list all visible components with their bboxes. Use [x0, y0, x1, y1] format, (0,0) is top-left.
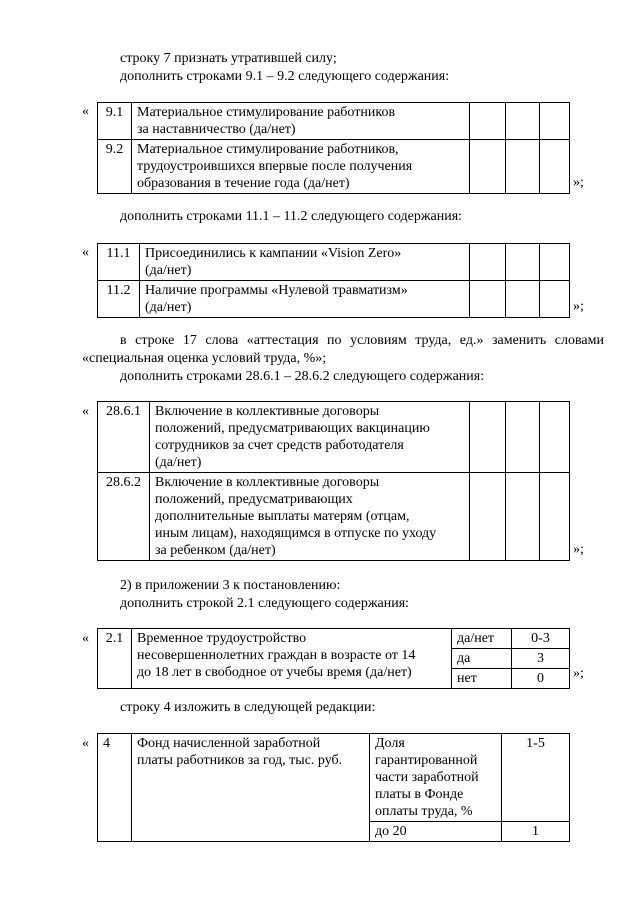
table-row: [98, 281, 570, 318]
row-text: Присоединились к кампании «Vision Zero» (да/нет): [140, 244, 470, 281]
table-rows-9: [97, 102, 570, 194]
score-cell: 1-5: [502, 734, 570, 822]
empty-cell: [506, 140, 540, 194]
table-rows-28: [97, 401, 570, 561]
empty-cell: [540, 402, 570, 473]
open-quote: «: [82, 104, 89, 119]
score-cell: 0: [512, 669, 570, 689]
paragraph-add-28: дополнить строками 28.6.1 – 28.6.2 следующего содержания:: [120, 369, 485, 384]
paragraph-line-4: строку 4 изложить в следующей редакции:: [120, 700, 376, 715]
open-quote: «: [82, 245, 89, 260]
empty-cell: [470, 402, 506, 473]
row-text: Материальное стимулирование работников за наставничество (да/нет): [132, 103, 470, 140]
criterion-cell: да: [452, 649, 512, 669]
criterion-cell: нет: [452, 669, 512, 689]
table-rows-11: [97, 243, 570, 318]
score-cell: 1: [502, 822, 570, 842]
table-row: [98, 734, 570, 822]
empty-cell: [506, 281, 540, 318]
row-number: 28.6.1: [98, 402, 150, 473]
criterion-cell: до 20: [370, 822, 502, 842]
empty-cell: [470, 103, 506, 140]
paragraph-line-17: в строке 17 слова «аттестация по условиям труда, ед.» заменить словами: [120, 333, 604, 348]
empty-cell: [506, 103, 540, 140]
criterion-cell: Доля гарантированной части заработной платы в Фонде оплаты труда, %: [370, 734, 502, 822]
paragraph-line-17-cont: «специальная оценка условий труда, %»;: [82, 351, 327, 366]
score-cell: 3: [512, 649, 570, 669]
empty-cell: [540, 244, 570, 281]
close-quote: »;: [573, 542, 584, 557]
paragraph-line-7: строку 7 признать утратившей силу;: [120, 51, 337, 66]
row-text: Фонд начисленной заработной платы работников за год, тыс. руб.: [132, 734, 370, 842]
table-row: [98, 103, 570, 140]
open-quote: «: [82, 736, 89, 751]
empty-cell: [540, 103, 570, 140]
score-cell: 0-3: [512, 629, 570, 649]
paragraph-add-2-1: дополнить строкой 2.1 следующего содержания:: [120, 596, 410, 611]
empty-cell: [470, 140, 506, 194]
empty-cell: [506, 244, 540, 281]
empty-cell: [540, 140, 570, 194]
table-row: [98, 473, 570, 561]
row-number: 9.1: [98, 103, 132, 140]
close-quote: »;: [573, 175, 584, 190]
table-row-4: [97, 733, 570, 842]
table-row: [98, 244, 570, 281]
row-number: 11.1: [98, 244, 140, 281]
table-row-2-1: [97, 628, 570, 689]
empty-cell: [540, 473, 570, 561]
row-number: 9.2: [98, 140, 132, 194]
row-text: Включение в коллективные договоры положений, предусматривающих дополнительные выплаты матерям (отцам, иным лицам), находящимся в отпуске по уходу за ребенком (да/нет): [150, 473, 470, 561]
open-quote: «: [82, 404, 89, 419]
table-row: [98, 402, 570, 473]
paragraph-add-9: дополнить строками 9.1 – 9.2 следующего содержания:: [120, 69, 450, 84]
paragraph-add-11: дополнить строками 11.1 – 11.2 следующего содержания:: [120, 209, 463, 224]
row-text: Материальное стимулирование работников, трудоустроившихся впервые после получения образования в течение года (да/нет): [132, 140, 470, 194]
paragraph-appendix-3: 2) в приложении 3 к постановлению:: [120, 578, 341, 593]
open-quote: «: [82, 631, 89, 646]
empty-cell: [506, 473, 540, 561]
empty-cell: [470, 244, 506, 281]
row-number: 28.6.2: [98, 473, 150, 561]
close-quote: »;: [573, 666, 584, 681]
row-text: Включение в коллективные договоры положений, предусматривающих вакцинацию сотрудников за счет средств работодателя (да/нет): [150, 402, 470, 473]
row-number: 4: [98, 734, 132, 842]
row-text: Временное трудоустройство несовершеннолетних граждан в возрасте от 14 до 18 лет в свободное от учебы время (да/нет): [132, 629, 452, 689]
empty-cell: [470, 473, 506, 561]
table-row: [98, 629, 570, 649]
criterion-cell: да/нет: [452, 629, 512, 649]
empty-cell: [470, 281, 506, 318]
table-row: [98, 140, 570, 194]
close-quote: »;: [573, 299, 584, 314]
row-text: Наличие программы «Нулевой травматизм» (да/нет): [140, 281, 470, 318]
empty-cell: [506, 402, 540, 473]
row-number: 2.1: [98, 629, 132, 689]
empty-cell: [540, 281, 570, 318]
row-number: 11.2: [98, 281, 140, 318]
